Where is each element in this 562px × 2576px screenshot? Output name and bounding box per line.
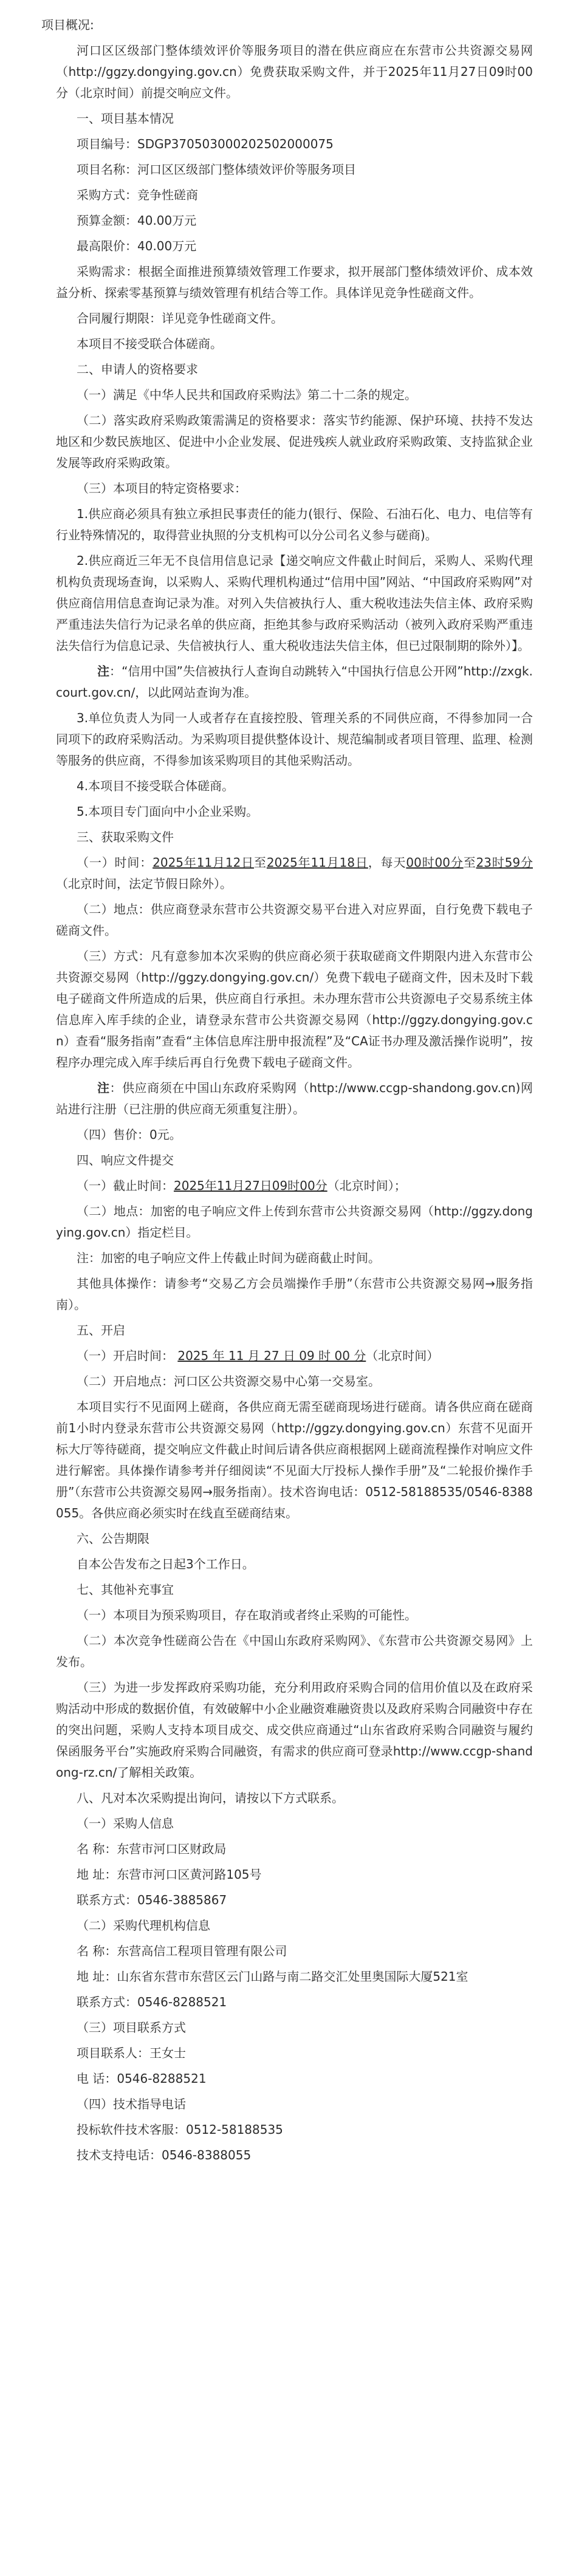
document-paragraph — [56, 410, 533, 474]
paragraph-text: 至 — [254, 855, 267, 870]
paragraph-text: 八、凡对本次采购提出询问，请按以下方式联系。 — [77, 1791, 344, 1805]
document-paragraph — [56, 852, 533, 895]
paragraph-text: 预算金额：40.00万元 — [77, 213, 197, 228]
underlined-date: 00时00分 — [406, 855, 464, 870]
paragraph-text: （二）本次竞争性磋商公告在《中国山东政府采购网》、《东营市公共资源交易网》上发布。 — [56, 1633, 533, 1669]
document-paragraph — [56, 1201, 533, 1243]
paragraph-text: （二）开启地点：河口区公共资源交易中心第一交易室。 — [77, 1374, 380, 1389]
underlined-date: 23时59分 — [476, 855, 533, 870]
document-paragraph — [56, 801, 533, 822]
paragraph-text: 其他具体操作：请参考“交易乙方会员端操作手册”（东营市公共资源交易网→服务指南）。 — [56, 1276, 533, 1312]
document-paragraph — [56, 1554, 533, 1575]
paragraph-text: 六、公告期限 — [77, 1531, 149, 1546]
document-paragraph — [56, 1371, 533, 1392]
paragraph-text: 技术支持电话：0546-8388055 — [77, 2148, 252, 2162]
document-paragraph — [56, 2145, 533, 2166]
paragraph-text: 本项目实行不见面网上磋商，各供应商无需至磋商现场进行磋商。请各供应商在磋商前1小时内登录东营市公共资源交易网（http://ggzy.dongying.gov.cn）东营不见面开标大厅等待磋商，提交响应文件截止时间后请各供应商根据网上磋商流程操作对响应文件进行解密。具体操作请参考并仔细阅读“不见面大厅投标人操作手册”及“二轮报价操作手册”（东营市公共资源交易网→服务指南）。技术咨询电话：0512-58188535/0546-8388055。各供应商必须实时在线直至磋商结束。 — [56, 1399, 533, 1520]
document-paragraph — [56, 1579, 533, 1601]
paragraph-text: 三、获取采购文件 — [77, 830, 174, 844]
document-paragraph — [56, 1966, 533, 1987]
document-paragraph — [56, 185, 533, 206]
document-paragraph — [56, 159, 533, 180]
document-paragraph — [56, 2119, 533, 2140]
document-paragraph — [56, 2068, 533, 2089]
paragraph-text: （四）售价：0元。 — [77, 1127, 182, 1142]
document-paragraph — [56, 308, 533, 329]
document-paragraph — [56, 1320, 533, 1341]
paragraph-text: 一、项目基本情况 — [77, 111, 174, 126]
document-paragraph — [56, 384, 533, 406]
document-paragraph — [56, 1677, 533, 1783]
paragraph-text: （三）项目联系方式 — [77, 2020, 186, 2035]
paragraph-text: （三）为进一步发挥政府采购功能，充分利用政府采购合同的信用价值以及在政府采购活动中形成的数据价值，有效破解中小企业融资难融资贵以及政府采购合同融资中存在的突出问题，采购人支持本项目成交、成交供应商通过“山东省政府采购合同融资与履约保函服务平台”实施政府采购合同融资，有需求的供应商可登录http://www.ccgp-shandong-rz.cn/了解相关政策。 — [56, 1680, 533, 1780]
paragraph-text: ：供应商须在中国山东政府采购网（http://www.ccgp-shandong.gov.cn)网站进行注册（已注册的供应商无须重复注册）。 — [56, 1081, 533, 1116]
paragraph-text: 采购方式：竞争性磋商 — [77, 188, 198, 202]
paragraph-text: 采购需求：根据全面推进预算绩效管理工作要求，拟开展部门整体绩效评价、成本效益分析、探索零基预算与绩效管理有机结合等工作。具体详见竞争性磋商文件。 — [56, 264, 533, 300]
paragraph-text: 至 — [463, 855, 476, 870]
paragraph-text: 名 称：东营高信工程项目管理有限公司 — [77, 1944, 287, 1958]
paragraph-text: 联系方式：0546-3885867 — [77, 1893, 227, 1907]
document-paragraph — [56, 2094, 533, 2115]
paragraph-text: （一）截止时间： — [77, 1178, 174, 1193]
underlined-date: 2025年11月18日 — [266, 855, 368, 870]
document-paragraph — [56, 550, 533, 657]
paragraph-text: （二）落实政府采购政策需满足的资格要求：落实节约能源、保护环境、扶持不发达地区和少数民族地区、促进中小企业发展、促进残疾人就业政府采购政策、支持监狱企业发展等政府采购政策。 — [56, 413, 533, 470]
underlined-date: 2025年11月12日 — [152, 855, 255, 870]
paragraph-text: 联系方式：0546-8288521 — [77, 1995, 227, 2009]
paragraph-text: （三）方式：凡有意参加本次采购的供应商必须于获取磋商文件期限内进入东营市公共资源交易网（http://ggzy.dongying.gov.cn/）免费下载电子磋商文件，因未及时下载电子磋商文件所造成的后果，供应商自行承担。未办理东营市公共资源电子交易系统主体信息库入库手续的企业，请登录东营市公共资源交易网（http://ggzy.dongying.gov.cn）查看“服务指南”查看“主体信息库注册申报流程”及“CA证书办理及激活操作说明”，按程序办理完成入库手续后再自行免费下载电子磋商文件。 — [56, 949, 533, 1070]
paragraph-text: 项目编号：SDGP370503000202502000075 — [77, 137, 334, 151]
paragraph-text: 自本公告发布之日起3个工作日。 — [77, 1557, 255, 1571]
document-paragraph — [56, 1915, 533, 1936]
paragraph-text: ：“信用中国”失信被执行人查询自动跳转入“中国执行信息公开网”http://zxgk.court.gov.cn/，以此网站查询为准。 — [56, 664, 533, 700]
paragraph-text: （二）采购代理机构信息 — [77, 1918, 210, 1933]
document-paragraph — [56, 108, 533, 129]
document-paragraph — [56, 134, 533, 155]
paragraph-text: 项目概况: — [41, 18, 94, 32]
document-paragraph — [56, 478, 533, 499]
document-paragraph — [56, 1248, 533, 1269]
paragraph-text: （北京时间）； — [327, 1178, 406, 1193]
paragraph-text: 地 址：山东省东营市东营区云门山路与南二路交汇处里奥国际大厦521室 — [77, 1969, 468, 1984]
document-paragraph — [56, 2017, 533, 2038]
document-paragraph — [56, 504, 533, 546]
paragraph-text: （二）地点：供应商登录东营市公共资源交易平台进入对应界面，自行免费下载电子磋商文件。 — [56, 902, 533, 938]
document-paragraph — [56, 1124, 533, 1146]
document-paragraph — [56, 2043, 533, 2064]
paragraph-text: 4.本项目不接受联合体磋商。 — [77, 779, 235, 793]
document-paragraph — [56, 261, 533, 304]
document-paragraph — [56, 1345, 533, 1367]
paragraph-text: 地 址：东营市河口区黄河路105号 — [77, 1867, 262, 1882]
document-paragraph — [56, 946, 533, 1073]
underlined-date: 2025年11月27日09时00分 — [174, 1178, 327, 1193]
document-paragraph — [56, 40, 533, 104]
paragraph-text: （四）技术指导电话 — [77, 2097, 186, 2111]
document-paragraph — [56, 236, 533, 257]
paragraph-text: 最高限价：40.00万元 — [77, 239, 197, 253]
document-paragraph — [56, 1813, 533, 1834]
paragraph-text: 项目联系人：王女士 — [77, 2046, 186, 2060]
paragraph-text: 投标软件技术客服：0512-58188535 — [77, 2122, 283, 2137]
paragraph-text: （北京时间，法定节假日除外）。 — [56, 876, 232, 891]
paragraph-text: （一）采购人信息 — [77, 1816, 174, 1831]
document-paragraph — [56, 661, 533, 703]
underlined-date: 2025 年 11 月 27 日 09 时 00 分 — [177, 1348, 366, 1363]
paragraph-text: 名 称：东营市河口区财政局 — [77, 1842, 227, 1856]
paragraph-text: （北京时间） — [366, 1348, 439, 1363]
document-paragraph — [56, 1150, 533, 1171]
document-paragraph — [56, 210, 533, 231]
paragraph-text: 3.单位负责人为同一人或者存在直接控股、管理关系的不同供应商，不得参加同一合同项下的政府采购活动。为采购项目提供整体设计、规范编制或者项目管理、监理、检测等服务的供应商，不得参加该采购项目的其他采购活动。 — [56, 711, 533, 768]
paragraph-text: （一）时间： — [77, 855, 153, 870]
document-paragraph — [56, 1528, 533, 1549]
paragraph-text: 5.本项目专门面向中小企业采购。 — [77, 804, 259, 819]
document-paragraph — [56, 1788, 533, 1809]
paragraph-text: ，每天 — [368, 855, 406, 870]
document-paragraph — [56, 359, 533, 380]
document-paragraph — [56, 1890, 533, 1911]
document-paragraph — [56, 1175, 533, 1197]
paragraph-text: 1.供应商必须具有独立承担民事责任的能力(银行、保险、石油石化、电力、电信等有行业特殊情况的，取得营业执照的分支机构可以分公司名义参与磋商)。 — [56, 507, 533, 542]
document-paragraph — [56, 1864, 533, 1885]
document-paragraph — [56, 708, 533, 771]
note-label: 注 — [97, 664, 110, 678]
document-paragraph — [56, 899, 533, 941]
document-paragraph — [56, 1605, 533, 1626]
paragraph-text: 本项目不接受联合体磋商。 — [77, 337, 222, 351]
document-paragraph — [56, 1941, 533, 1962]
document-paragraph — [56, 1273, 533, 1316]
paragraph-text: 七、其他补充事宜 — [77, 1582, 174, 1597]
paragraph-text: 电 话：0546-8288521 — [77, 2071, 207, 2086]
document-paragraph — [56, 776, 533, 797]
paragraph-text: 四、响应文件提交 — [77, 1153, 174, 1167]
document-paragraph — [56, 1839, 533, 1860]
paragraph-text: 河口区区级部门整体绩效评价等服务项目的潜在供应商应在东营市公共资源交易网（http://ggzy.dongying.gov.cn）免费获取采购文件，并于2025年11月27日09时00分（北京时间）前提交响应文件。 — [56, 43, 533, 100]
paragraph-text: 五、开启 — [77, 1323, 125, 1338]
paragraph-text: 合同履行期限：详见竞争性磋商文件。 — [77, 311, 283, 326]
paragraph-text: 注：加密的电子响应文件上传截止时间为磋商截止时间。 — [77, 1251, 380, 1265]
document-paragraph — [56, 1630, 533, 1673]
document-paragraph — [56, 1396, 533, 1524]
paragraph-text: （一）满足《中华人民共和国政府采购法》第二十二条的规定。 — [77, 388, 417, 402]
paragraph-text: （二）地点：加密的电子响应文件上传到东营市公共资源交易网（http://ggzy.dongying.gov.cn）指定栏目。 — [56, 1204, 533, 1240]
note-label: 注 — [97, 1081, 110, 1095]
document-heading — [41, 15, 533, 36]
document-paragraph — [56, 1078, 533, 1120]
paragraph-text: （一）开启时间： — [77, 1348, 178, 1363]
document-paragraph — [56, 333, 533, 355]
document-paragraph — [56, 1992, 533, 2013]
paragraph-text: （三）本项目的特定资格要求： — [77, 481, 247, 496]
document-paragraph — [56, 827, 533, 848]
paragraph-text: 2.供应商近三年无不良信用信息记录【递交响应文件截止时间后，采购人、采购代理机构负责现场查询，以采购人、采购代理机构通过“信用中国”网站、“中国政府采购网”对供应商信用信息查询记录为准。对列入失信被执行人、重大税收违法失信主体、政府采购严重违法失信行为记录名单的供应商，拒绝其参与政府采购活动（被列入政府采购严重违法失信行为信息记录、失信被执行人、重大税收违法失信主体，但已过限制期的除外）】。 — [56, 553, 533, 653]
paragraph-text: 二、申请人的资格要求 — [77, 362, 198, 377]
paragraph-text: 项目名称：河口区区级部门整体绩效评价等服务项目 — [77, 162, 356, 177]
paragraph-text: （一）本项目为预采购项目，存在取消或者终止采购的可能性。 — [77, 1608, 417, 1622]
